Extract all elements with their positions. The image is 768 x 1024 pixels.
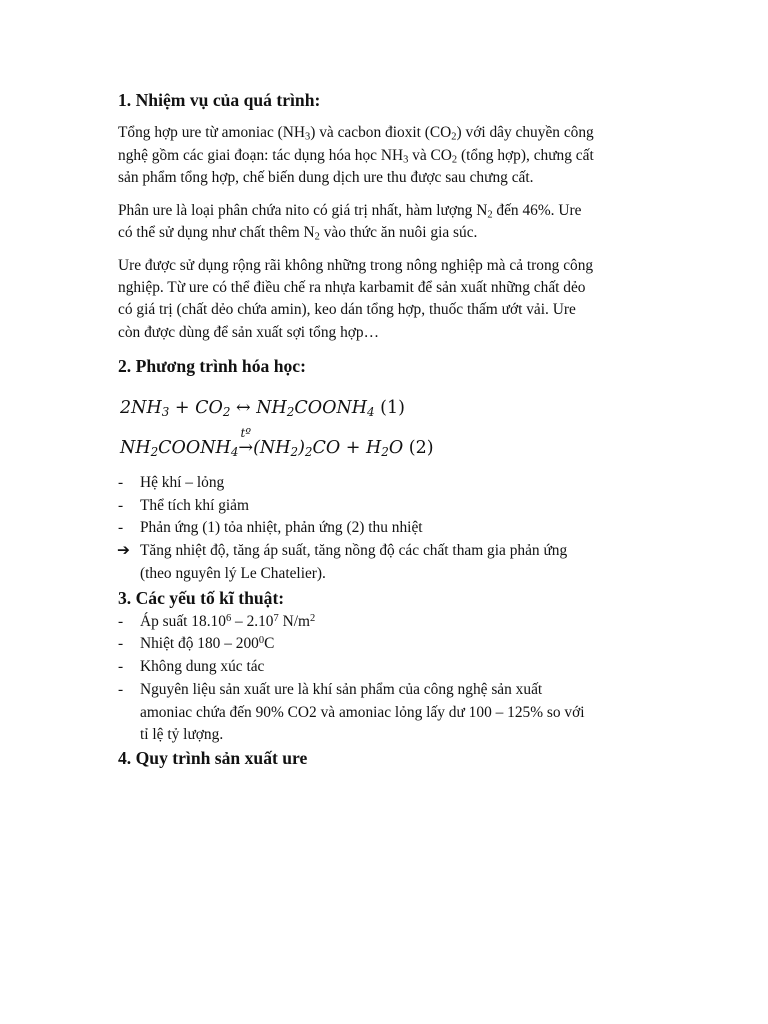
- bullet-dash: -: [118, 658, 124, 675]
- paragraph-2-line-2: có thể sử dụng như chất thêm $N_2$ vào thức ăn nuôi gia súc.: [118, 224, 478, 243]
- reaction-arrow-with-temperature: tº →: [238, 426, 254, 458]
- conclusion-line-1: Tăng nhiệt độ, tăng áp suất, tăng nồng độ các chất tham gia phản ứng: [140, 542, 568, 559]
- conclusion-line-2: (theo nguyên lý Le Chatelier).: [140, 565, 326, 582]
- bullet-pressure: Áp suất 18.10$^6$ – 2.10$^7$ $N/m^2$: [140, 612, 316, 630]
- bullet-dash: -: [118, 613, 124, 630]
- bullet-raw-material-line-1: Nguyên liệu sản xuất ure là khí sản phẩm của công nghệ sản xuất: [140, 681, 543, 698]
- bullet-temperature: Nhiệt độ $180 - 200^0C$: [140, 634, 275, 652]
- section-1-heading: 1. Nhiệm vụ của quá trình:: [118, 90, 321, 110]
- paragraph-3-line-3: có giá trị (chất dẻo chứa amin), keo dán tổng hợp, thuốc thấm ướt vải. Ure: [118, 301, 576, 318]
- bullet-raw-material-line-2: amoniac chứa đến 90% CO2 và amoniac lỏng lấy dư 100 – 125% so với: [140, 704, 585, 721]
- bullet-dash: -: [118, 474, 124, 491]
- paragraph-3-line-1: Ure được sử dụng rộng rãi không những trong nông nghiệp mà cả trong công: [118, 257, 594, 274]
- paragraph-1-line-1: Tổng hợp ure từ amoniac $(NH_3)$ và cacbon đioxit $(CO_2)$ với dây chuyền công: [118, 124, 594, 143]
- section-4-heading: 4. Quy trình sản xuất ure: [118, 748, 308, 768]
- bullet-dash: -: [118, 635, 124, 652]
- section-2-heading: 2. Phương trình hóa học:: [118, 356, 306, 376]
- section-3-heading: 3. Các yếu tố kĩ thuật:: [118, 588, 285, 608]
- bullet-dash: -: [118, 519, 124, 536]
- equation-2: $NH_2COONH_4$ tº $\to(NH_2)_2CO + H_2O$ (2): [120, 426, 434, 459]
- paragraph-1-line-2: nghệ gồm các giai đoạn: tác dụng hóa học $NH_3$ và $CO_2$ (tổng hợp), chưng cất: [118, 147, 594, 166]
- bullet-dash: -: [118, 497, 124, 514]
- paragraph-1-line-3: sản phẩm tổng hợp, chế biến dung dịch ure thu được sau chưng cất.: [118, 169, 534, 186]
- conclusion-arrow-icon: ➔: [117, 542, 130, 559]
- bullet-raw-material-line-3: tỉ lệ tỷ lượng.: [140, 726, 224, 743]
- paragraph-2-line-1: Phân ure là loại phân chứa nito có giá trị nhất, hàm lượng $N_2$ đến 46%. Ure: [118, 202, 582, 221]
- bullet-item: Hệ khí – lỏng: [140, 474, 225, 491]
- equation-1: $2NH_3 + CO_2$ ↔ $NH_2COONH_4$ (1): [120, 398, 405, 419]
- bullet-item: Phản ứng (1) tỏa nhiệt, phản ứng (2) thu nhiệt: [140, 519, 423, 536]
- bullet-dash: -: [118, 681, 124, 698]
- bullet-catalyst: Không dung xúc tác: [140, 658, 265, 675]
- bullet-item: Thể tích khí giảm: [140, 497, 249, 514]
- paragraph-3-line-2: nghiệp. Từ ure có thể điều chế ra nhựa karbamit để sản xuất những chất dẻo: [118, 279, 586, 296]
- paragraph-3-line-4: còn được dùng để sản xuất sợi tổng hợp…: [118, 324, 380, 341]
